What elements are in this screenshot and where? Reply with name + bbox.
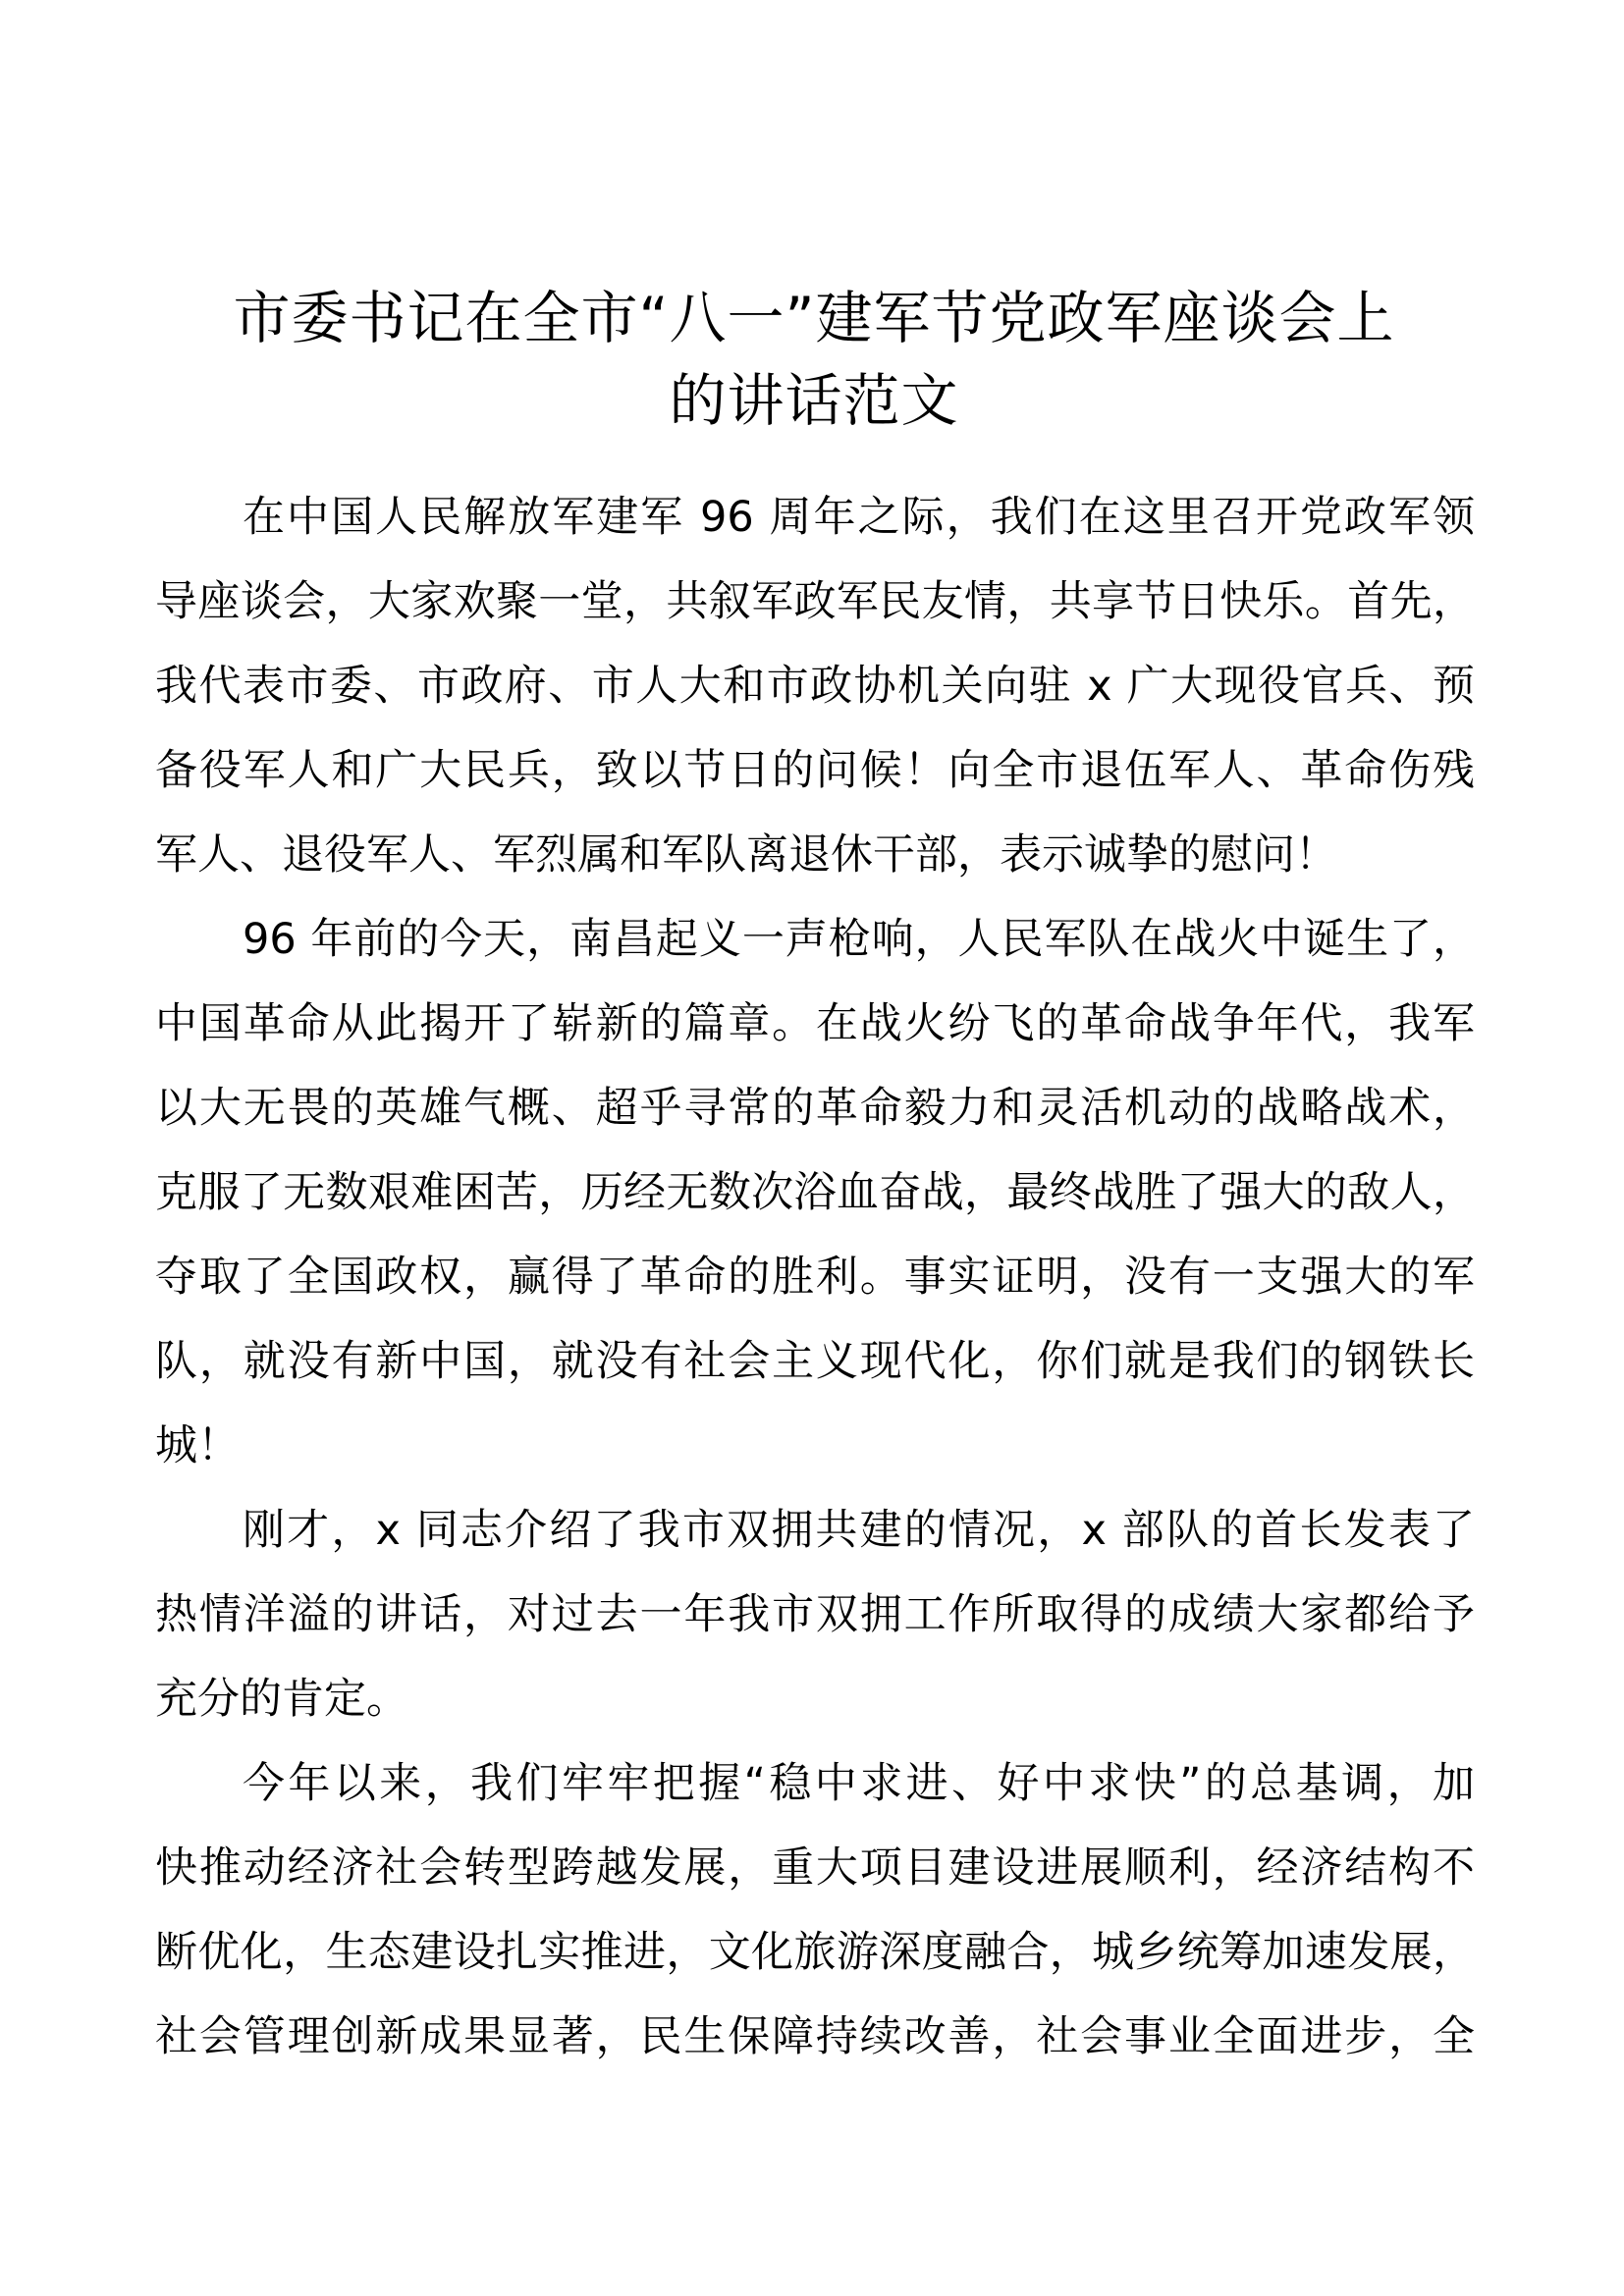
text-line: 刚才，x 同志介绍了我市双拥共建的情况，x 部队的首长发表了 <box>243 1506 1475 1555</box>
text-line: 夺取了全国政权，赢得了革命的胜利。事实证明，没有一支强大的军 <box>155 1253 1475 1302</box>
text-line: 备役军人和广大民兵，致以节日的问候！向全市退伍军人、革命伤残 <box>155 746 1475 795</box>
text-line: 队，就没有新中国，就没有社会主义现代化，你们就是我们的钢铁长 <box>155 1337 1475 1386</box>
text-line: 中国革命从此揭开了崭新的篇章。在战火纷飞的革命战争年代，我军 <box>155 999 1475 1048</box>
paragraph-1 <box>155 475 1475 897</box>
text-line: 在中国人民解放军建军 96 周年之际，我们在这里召开党政军领 <box>243 493 1475 542</box>
text-line: 今年以来，我们牢牢把握“稳中求进、好中求快”的总基调，加 <box>243 1759 1475 1808</box>
paragraph-3 <box>155 1488 1475 1741</box>
text-line: 军人、退役军人、军烈属和军队离退休干部，表示诚挚的慰问！ <box>155 830 1337 880</box>
title-line-1: 市委书记在全市“八一”建军节党政军座谈会上 <box>233 285 1395 351</box>
text-line: 快推动经济社会转型跨越发展，重大项目建设进展顺利，经济结构不 <box>155 1843 1475 1893</box>
text-line: 社会管理创新成果显著，民生保障持续改善，社会事业全面进步，全 <box>155 2012 1475 2061</box>
text-line: 热情洋溢的讲话，对过去一年我市双拥工作所取得的成绩大家都给予 <box>155 1590 1475 1639</box>
text-line: 我代表市委、市政府、市人大和市政协机关向驻 x 广大现役官兵、预 <box>155 662 1475 711</box>
text-line: 城！ <box>155 1421 240 1470</box>
text-line: 克服了无数艰难困苦，历经无数次浴血奋战，最终战胜了强大的敌人， <box>155 1168 1475 1217</box>
paragraph-2 <box>155 897 1475 1488</box>
text-line: 断优化，生态建设扎实推进，文化旅游深度融合，城乡统筹加速发展， <box>155 1928 1475 1977</box>
title-line-2: 的讲话范文 <box>669 367 959 434</box>
document-body <box>155 475 1475 2079</box>
text-line: 充分的肯定。 <box>155 1675 408 1724</box>
document-title <box>155 277 1473 442</box>
paragraph-4 <box>155 1741 1475 2079</box>
text-line: 以大无畏的英雄气概、超乎寻常的革命毅力和灵活机动的战略战术， <box>155 1084 1475 1133</box>
text-line: 导座谈会，大家欢聚一堂，共叙军政军民友情，共享节日快乐。首先， <box>155 577 1475 626</box>
text-line: 96 年前的今天，南昌起义一声枪响，人民军队在战火中诞生了， <box>243 915 1475 964</box>
